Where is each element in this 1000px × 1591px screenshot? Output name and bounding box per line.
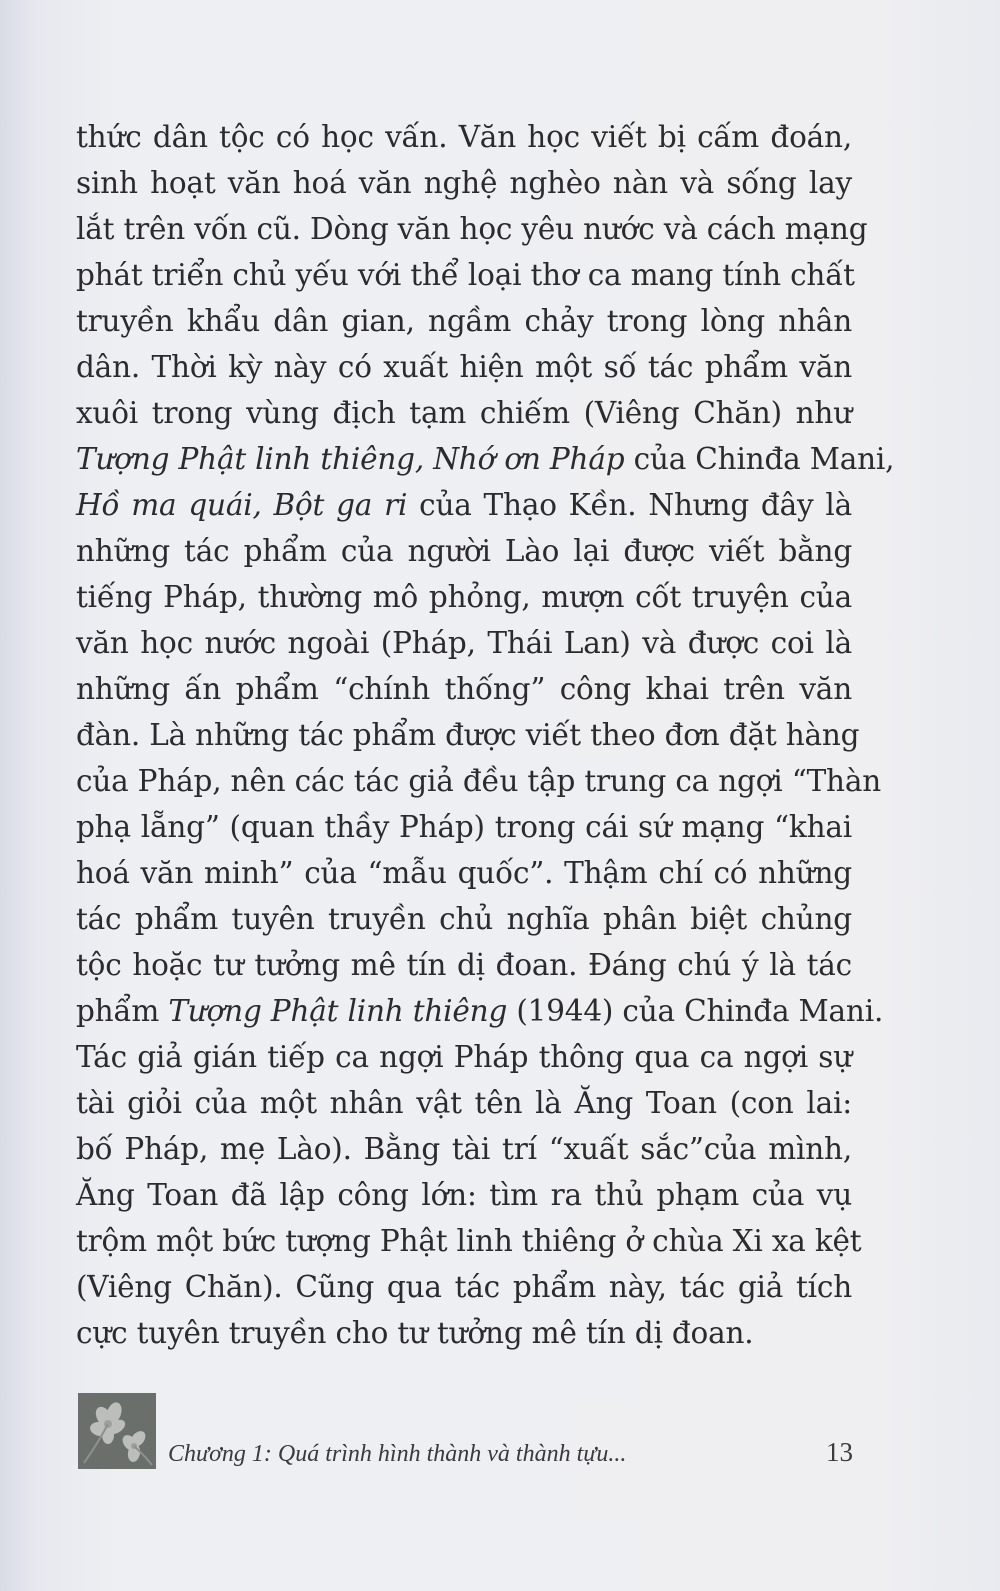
text-segment: tộc hoặc tư tưởng mê tín dị đoan. Đáng chú ý là tác <box>76 948 852 982</box>
italic-title: Tượng Phật linh thiêng, Nhớ ơn Pháp <box>76 442 625 476</box>
text-line <box>76 252 855 298</box>
text-segment: của Pháp, nên các tác giả đều tập trung ca ngợi “Thàn <box>76 764 882 798</box>
text-line <box>76 896 852 942</box>
text-line <box>76 436 895 482</box>
page-footer <box>78 1393 858 1473</box>
text-line <box>76 804 852 850</box>
text-segment: tiếng Pháp, thường mô phỏng, mượn cốt truyện của <box>76 580 852 614</box>
text-segment: Tác giả gián tiếp ca ngợi Pháp thông qua ca ngợi sự <box>76 1040 852 1074</box>
text-segment: (1944) của Chinđa Mani. <box>507 994 884 1028</box>
flower-icon <box>78 1393 156 1469</box>
text-line <box>76 1218 862 1264</box>
text-line <box>76 1264 852 1310</box>
text-line <box>76 574 852 620</box>
text-segment: (Viêng Chăn). Cũng qua tác phẩm này, tác giả tích <box>76 1270 852 1304</box>
text-line <box>76 1310 852 1356</box>
text-line <box>76 712 860 758</box>
text-segment: những tác phẩm của người Lào lại được viết bằng <box>76 534 852 568</box>
text-segment: trộm một bức tượng Phật linh thiêng ở chùa Xi xa kệt <box>76 1224 862 1258</box>
text-segment: hoá văn minh” của “mẫu quốc”. Thậm chí có những <box>76 856 852 890</box>
italic-title: Tượng Phật linh thiêng <box>168 994 508 1028</box>
text-line <box>76 620 852 666</box>
text-line <box>76 160 852 206</box>
text-segment: phạ lẵng” (quan thầy Pháp) trong cái sứ mạng “khai <box>76 810 852 844</box>
text-segment: của Chinđa Mani, <box>624 442 895 476</box>
text-segment: văn học nước ngoài (Pháp, Thái Lan) và được coi là <box>76 626 852 660</box>
text-segment: cực tuyên truyền cho tư tưởng mê tín dị đoan. <box>76 1316 754 1350</box>
text-line <box>76 1126 852 1172</box>
text-line <box>76 206 868 252</box>
text-segment: sinh hoạt văn hoá văn nghệ nghèo nàn và sống lay <box>76 166 852 200</box>
chapter-title: Chương 1: Quá trình hình thành và thành tựu... <box>168 1441 627 1467</box>
text-line <box>76 482 852 528</box>
text-line <box>76 666 852 712</box>
text-line <box>76 942 852 988</box>
text-line <box>76 988 884 1034</box>
text-line <box>76 1034 852 1080</box>
text-line <box>76 528 852 574</box>
text-line <box>76 1172 852 1218</box>
italic-title: Hồ ma quái, Bột ga ri <box>76 488 408 522</box>
text-line <box>76 758 882 804</box>
text-line <box>76 850 852 896</box>
text-segment: thức dân tộc có học vấn. Văn học viết bị cấm đoán, <box>76 120 852 154</box>
page-number: 13 <box>826 1437 853 1467</box>
text-line <box>76 1080 852 1126</box>
text-segment: phẩm <box>76 994 169 1028</box>
text-segment: dân. Thời kỳ này có xuất hiện một số tác phẩm văn <box>76 350 852 384</box>
text-segment: Ăng Toan đã lập công lớn: tìm ra thủ phạm của vụ <box>76 1178 852 1212</box>
text-segment: xuôi trong vùng địch tạm chiếm (Viêng Chăn) như <box>76 396 852 430</box>
text-line <box>76 390 852 436</box>
text-line <box>76 344 852 390</box>
text-line <box>76 114 852 160</box>
text-line <box>76 298 852 344</box>
text-segment: đàn. Là những tác phẩm được viết theo đơn đặt hàng <box>76 718 860 752</box>
text-segment: tác phẩm tuyên truyền chủ nghĩa phân biệt chủng <box>76 902 852 936</box>
body-text <box>76 114 895 1356</box>
text-segment: truyền khẩu dân gian, ngầm chảy trong lòng nhân <box>76 304 852 338</box>
text-segment: tài giỏi của một nhân vật tên là Ăng Toan (con lai: <box>76 1086 852 1120</box>
text-segment: lắt trên vốn cũ. Dòng văn học yêu nước và cách mạng <box>76 212 868 246</box>
text-segment: bố Pháp, mẹ Lào). Bằng tài trí “xuất sắc”của mình, <box>76 1132 852 1166</box>
text-segment: của Thạo Kền. Nhưng đây là <box>407 488 852 522</box>
text-segment: những ấn phẩm “chính thống” công khai trên văn <box>76 672 852 706</box>
text-segment: phát triển chủ yếu với thể loại thơ ca mang tính chất <box>76 258 855 292</box>
